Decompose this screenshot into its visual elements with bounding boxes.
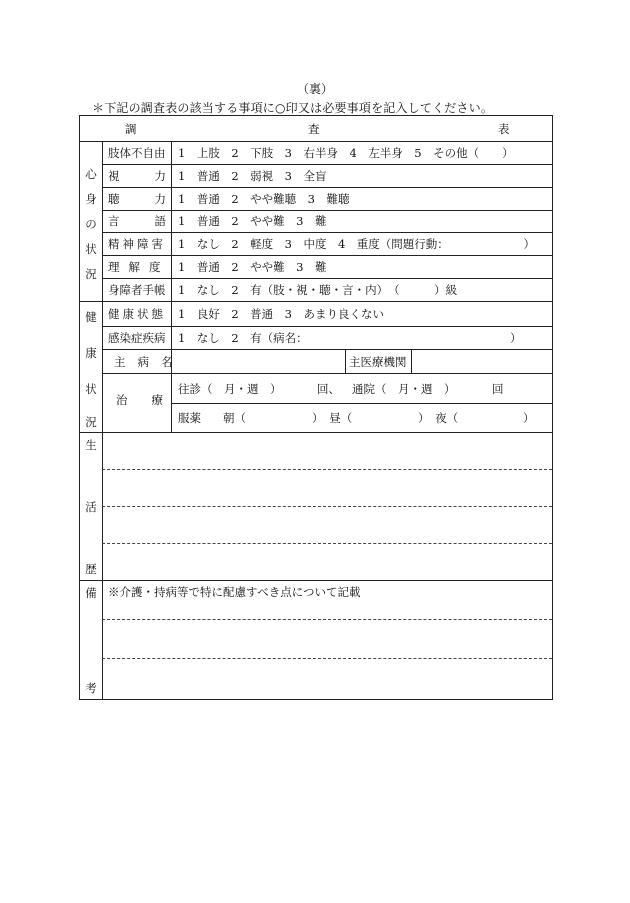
section-char: 況 — [85, 415, 97, 429]
row-label-rikai: 理解度 — [108, 260, 170, 274]
row-label-kansen: 感染症疾病 — [108, 331, 166, 345]
row-label-techo: 身障者手帳 — [108, 283, 166, 297]
chiryo-kai-2: 回 — [492, 382, 504, 396]
row-options-seishin: 1 なし 2 軽度 3 中度 4 重度（問題行動： ） — [178, 237, 536, 251]
section-char: 心 — [85, 167, 97, 181]
header-char-1: 調 — [125, 122, 137, 136]
row-close-kansen: ） — [510, 331, 522, 345]
section-char: 状 — [85, 242, 97, 256]
section-char: 康 — [85, 346, 97, 360]
page-heading: （裏） — [296, 82, 333, 96]
row-label-gengo: 言 語 — [108, 214, 166, 228]
header-char-2: 査 — [308, 122, 320, 136]
row-options-choryoku: 1 普通 2 やや難聴 3 難聴 — [178, 192, 350, 206]
instruction-text: ＊下記の調査表の該当する事項に○印又は必要事項を記入してください。 — [92, 101, 494, 115]
section-char: 身 — [85, 192, 97, 206]
row-options-shitai: 1 上肢 2 下肢 3 右半身 4 左半身 5 その他（ ） — [178, 146, 514, 160]
chiryo-kai-1: 回、 — [317, 382, 340, 396]
row-options-techo: 1 なし 2 有（肢・視・聴・言・内） （ ）級 — [178, 283, 458, 297]
section-char: 健 — [85, 310, 97, 324]
section-char: 況 — [85, 267, 97, 281]
section-char: 備 — [85, 586, 97, 600]
chiryo-med: 服薬 — [178, 411, 201, 425]
row-label-chiryo: 治療 — [116, 393, 187, 407]
chiryo-night: ） 夜（ — [418, 411, 459, 425]
section-char: 考 — [85, 681, 97, 695]
row-options-kansen: 1 なし 2 有（病名： — [178, 331, 308, 345]
chiryo-end: ） — [523, 411, 535, 425]
row-options-gengo: 1 普通 2 やや難 3 難 — [178, 214, 327, 228]
chiryo-morning: 朝（ — [223, 411, 246, 425]
row-options-kenko: 1 良好 2 普通 3 あまり良くない — [178, 307, 384, 321]
row-options-rikai: 1 普通 2 やや難 3 難 — [178, 260, 327, 274]
row-label-institution: 主医療機関 — [349, 355, 407, 369]
survey-table — [79, 115, 553, 700]
row-label-choryoku: 聴 力 — [108, 192, 166, 206]
chiryo-visit-2: 通院（ 月・週 ） — [352, 382, 456, 396]
row-label-shubyo: 主病名 — [114, 355, 185, 369]
row-options-shiryoku: 1 普通 2 弱視 3 全盲 — [178, 169, 327, 183]
section-char: 活 — [85, 500, 97, 514]
row-label-seishin: 精神障害 — [108, 237, 166, 251]
section-char: 歴 — [85, 562, 97, 576]
section-char: 状 — [85, 382, 97, 396]
row-label-shitai: 肢体不自由 — [108, 146, 166, 160]
section-char: 生 — [85, 438, 97, 452]
chiryo-noon: ） 昼（ — [312, 411, 353, 425]
chiryo-visit-1: 往診（ 月・週 ） — [178, 382, 282, 396]
row-label-shiryoku: 視 力 — [108, 169, 166, 183]
section-char: の — [85, 217, 97, 231]
biko-note: ※介護・持病等で特に配慮すべき点について記載 — [108, 585, 361, 599]
header-char-3: 表 — [498, 122, 510, 136]
row-label-kenko: 健康状態 — [108, 307, 166, 321]
